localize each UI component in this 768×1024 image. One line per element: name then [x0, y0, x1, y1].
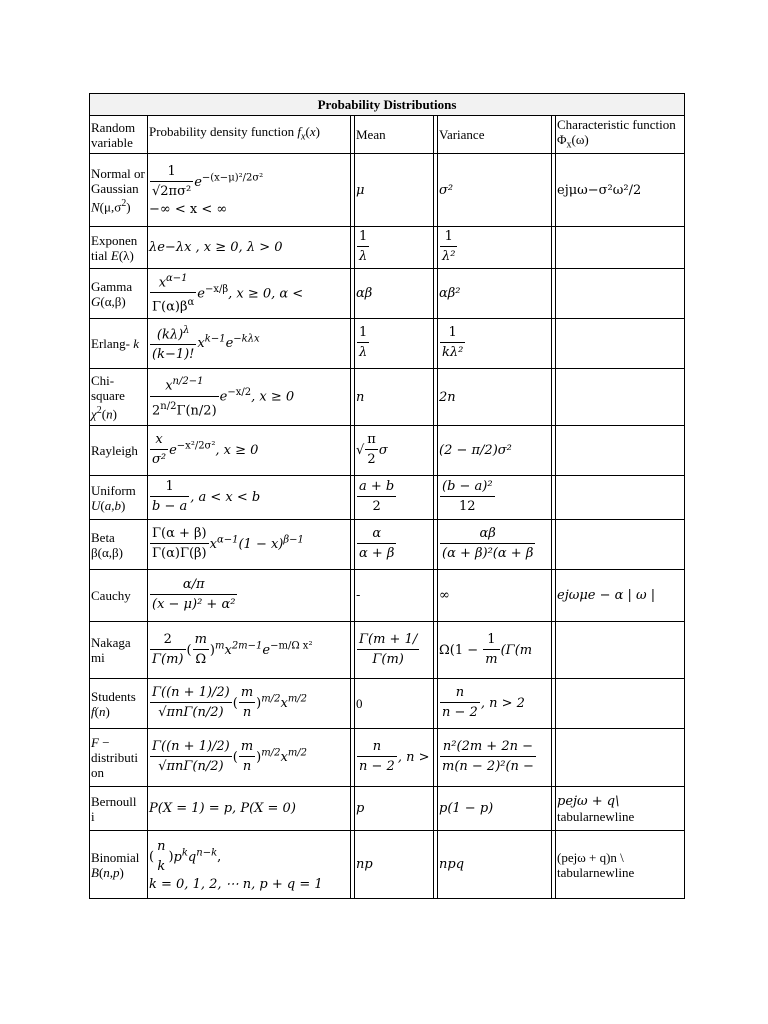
- row-label: Gamma G(α,β): [90, 269, 148, 319]
- row-label: Uniform U(a,b): [90, 476, 148, 520]
- row-label: Normal or Gaussian $N(\mu,\sigma^2)$: [90, 154, 148, 227]
- variance-cell: σ²: [438, 154, 552, 227]
- pdf-cell: $\frac{\Gamma(\alpha + \beta)}{\Gamma(\alpha)\Gamma(\beta)}$ $x^{\alpha-1}(1 - x)^{\beta-1}$: [148, 520, 351, 570]
- cf-cell: (pejω + q)n \ tabularnewline: [556, 831, 685, 899]
- cf-cell: [556, 520, 685, 570]
- row-label: F − distributi on: [90, 729, 148, 787]
- variance-cell: αβ²: [438, 269, 552, 319]
- variance-cell: $\frac{\text{n²(2m + 2n −}}{\text{m(n − 2)²(n −}}$: [438, 729, 552, 787]
- mean-cell: p: [355, 787, 434, 831]
- table-row: [90, 831, 685, 899]
- variance-cell: $\frac{\alpha\beta}{\text{(α + β)²(α + β}}$: [438, 520, 552, 570]
- mean-cell: $\frac{\Gamma(m + 1/}{\Gamma(m)}$: [355, 622, 434, 679]
- header-cf: Characteristic function $\Phi_x(\omega)$: [556, 116, 685, 154]
- mean-cell: μ: [355, 154, 434, 227]
- pdf-cell: P(X = 1) = p, P(X = 0): [148, 787, 351, 831]
- mean-cell: $\frac{n}{n - 2}$ , n >: [355, 729, 434, 787]
- variance-cell: p(1 − p): [438, 787, 552, 831]
- pdf-cell: $\frac{\Gamma((n + 1)/2)}{\text{√πnΓ(n/2)}}$ ( $\frac{m}{n}$ )$^{m/2}x^{m/2}$: [148, 729, 351, 787]
- header-variable: Random variable: [90, 116, 148, 154]
- pdf-cell: $\frac{1}{\text{√2πσ²}}$ $e^{-(x-\mu)^2/2\sigma^2}$ −∞ < x < ∞: [148, 154, 351, 227]
- cf-cell: [556, 426, 685, 476]
- table-row: [90, 622, 685, 679]
- cf-cell: [556, 369, 685, 426]
- row-label: Chi- square $\chi^2(n)$: [90, 369, 148, 426]
- header-row: [90, 116, 685, 154]
- pdf-cell: $\frac{\alpha/\pi}{\text{(x − μ)² + α²}}$: [148, 570, 351, 622]
- cf-cell: ejωμe − α | ω |: [556, 570, 685, 622]
- cf-cell: [556, 476, 685, 520]
- row-label: Bernoull i: [90, 787, 148, 831]
- table-row: [90, 520, 685, 570]
- mean-cell: 0: [355, 679, 434, 729]
- mean-cell: np: [355, 831, 434, 899]
- table-row: [90, 426, 685, 476]
- row-label: Cauchy: [90, 570, 148, 622]
- variance-cell: $\frac{\text{(b − a)²}}{12}$: [438, 476, 552, 520]
- cf-cell: [556, 227, 685, 269]
- cf-cell: pejω + q\ tabularnewline: [556, 787, 685, 831]
- variance-cell: (2 − π/2)σ²: [438, 426, 552, 476]
- mean-cell: n: [355, 369, 434, 426]
- pdf-cell: $\frac{x^{\alpha-1}}{\Gamma(\alpha)\beta^\alpha}$ $e^{-x/\beta}$, x ≥ 0, α <: [148, 269, 351, 319]
- cf-cell: [556, 729, 685, 787]
- table-row: [90, 227, 685, 269]
- table-title: Probability Distributions: [90, 94, 685, 116]
- table-row: [90, 369, 685, 426]
- variance-cell: ∞: [438, 570, 552, 622]
- distributions-table: [89, 93, 685, 899]
- cf-cell: [556, 269, 685, 319]
- row-label: Students f(n): [90, 679, 148, 729]
- table-row: [90, 319, 685, 369]
- mean-cell: $\frac{1}{\lambda}$: [355, 319, 434, 369]
- table-row: [90, 476, 685, 520]
- header-mean: Mean: [355, 116, 434, 154]
- mean-cell: $\frac{1}{\lambda}$: [355, 227, 434, 269]
- pdf-cell: ( n k )$p^kq^{n-k}$, k = 0, 1, 2, ⋯ n, p + q = 1: [148, 831, 351, 899]
- header-pdf: Probability density function $f_x(x)$: [148, 116, 351, 154]
- cf-cell: ejμω−σ²ω²/2: [556, 154, 685, 227]
- mean-cell: $\frac{\alpha}{\alpha + \beta}$: [355, 520, 434, 570]
- cf-cell: [556, 679, 685, 729]
- row-label: Beta β(α,β): [90, 520, 148, 570]
- cf-cell: [556, 319, 685, 369]
- table-row: [90, 729, 685, 787]
- pdf-cell: λe−λx , x ≥ 0, λ > 0: [148, 227, 351, 269]
- pdf-cell: $\frac{x}{\text{σ²}}$ $e^{-x^2/2\sigma^2}$, x ≥ 0: [148, 426, 351, 476]
- row-label: Binomial B(n,p): [90, 831, 148, 899]
- table-row: [90, 787, 685, 831]
- pdf-cell: $\frac{(k\lambda)^\lambda}{(k-1)!}$ $x^{k-1}e^{-k\lambda x}$: [148, 319, 351, 369]
- row-label: Rayleigh: [90, 426, 148, 476]
- table-row: [90, 154, 685, 227]
- row-label: Nakaga mi: [90, 622, 148, 679]
- variance-cell: $\frac{1}{\text{λ²}}$: [438, 227, 552, 269]
- variance-cell: npq: [438, 831, 552, 899]
- mean-cell: $\frac{a + b}{2}$: [355, 476, 434, 520]
- pdf-cell: $\frac{2}{\Gamma(m)}$ ( $\frac{m}{\Omega}$ )$^mx^{2m-1}e^{-m/\Omega x^2}$: [148, 622, 351, 679]
- cf-cell: [556, 622, 685, 679]
- pdf-cell: $\frac{\Gamma((n + 1)/2)}{\text{√πnΓ(n/2)}}$ ( $\frac{m}{n}$ )$^{m/2}x^{m/2}$: [148, 679, 351, 729]
- header-variance: Variance: [438, 116, 552, 154]
- table-row: [90, 269, 685, 319]
- mean-cell: √ $\frac{\pi}{2}$ σ: [355, 426, 434, 476]
- row-label: Erlang- k: [90, 319, 148, 369]
- pdf-cell: $\frac{x^{n/2-1}}{2^{n/2}\Gamma(n/2)}$ $e^{-x/2}$, x ≥ 0: [148, 369, 351, 426]
- pdf-cell: $\frac{1}{b - a}$ , a < x < b: [148, 476, 351, 520]
- row-label: Exponen tial E(λ): [90, 227, 148, 269]
- variance-cell: Ω(1 − $\frac{1}{m}$ (Γ(m: [438, 622, 552, 679]
- table-row: [90, 570, 685, 622]
- variance-cell: 2n: [438, 369, 552, 426]
- table-row: [90, 679, 685, 729]
- mean-cell: αβ: [355, 269, 434, 319]
- variance-cell: $\frac{n}{n - 2}$ , n > 2: [438, 679, 552, 729]
- mean-cell: -: [355, 570, 434, 622]
- variance-cell: $\frac{1}{\text{kλ²}}$: [438, 319, 552, 369]
